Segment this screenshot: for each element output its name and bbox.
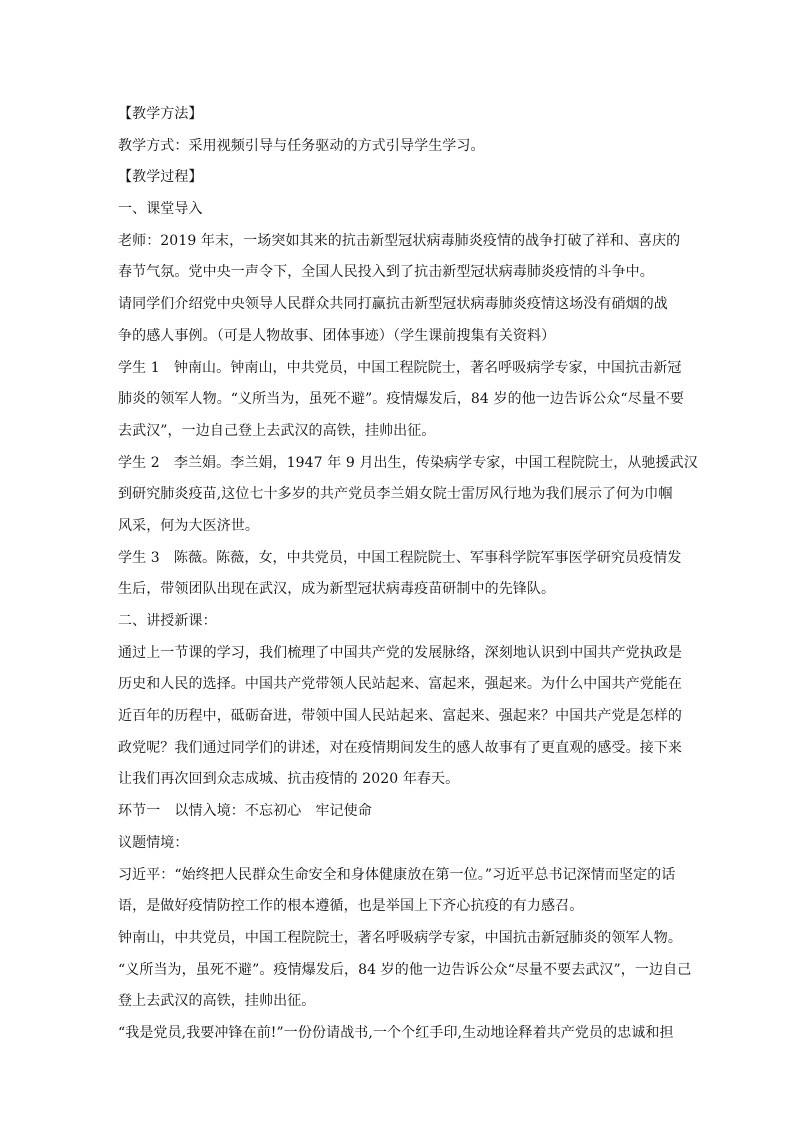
paragraph-line: 肺炎的领军人物。“义所当为，虽死不避”。疫情爆发后，84 岁的他一边告诉公众“尽量不要 [118,391,685,408]
subsection-heading-new-lesson: 二、讲授新课： [118,613,217,629]
paragraph-line: 登上去武汉的高铁，挂帅出征。 [118,993,316,1010]
topic-context-label: 议题情境： [118,834,189,851]
paragraph-line: “义所当为，虽死不避”。疫情爆发后，84 岁的他一边告诉公众“尽量不要去武汉”，一边自己 [118,961,692,978]
paragraph-line: 通过上一节课的学习，我们梳理了中国共产党的发展脉络，深刻地认识到中国共产党执政是 [118,644,682,661]
paragraph-line: 政党呢？我们通过同学们的讲述，对在疫情期间发生的感人故事有了更直观的感受。接下来 [118,739,682,756]
paragraph-line: 老师：2019 年末，一场突如其来的抗击新型冠状病毒肺炎疫情的战争打破了祥和、喜庆的 [118,232,681,249]
paragraph-line: 去武汉”，一边自己登上去武汉的高铁，挂帅出征。 [118,422,436,439]
section-heading-teaching-method: 【教学方法】 [118,106,203,122]
paragraph-line: 到研究肺炎疫苗,这位七十多岁的共产党员李兰娟女院士雷厉风行地为我们展示了何为巾帼 [118,486,673,503]
paragraph-line: 生后，带领团队出现在武汉，成为新型冠状病毒疫苗研制中的先锋队。 [118,581,556,598]
paragraph-line: 风采，何为大医济世。 [118,517,259,534]
paragraph-line: 请同学们介绍党中央领导人民群众共同打赢抗击新型冠状病毒肺炎疫情这场没有硝烟的战 [118,296,668,313]
paragraph-line: “我是党员,我要冲锋在前!”一份份请战书,一个个红手印,生动地诠释着共产党员的忠诚和担 [118,1024,674,1041]
paragraph-line: 学生 1 钟南山。钟南山，中共党员，中国工程院院士，著名呼吸病学专家，中国抗击新冠 [118,359,682,376]
paragraph-line: 语，是做好疫情防控工作的根本遵循，也是举国上下齐心抗疫的有力感召。 [118,898,584,915]
paragraph-line: 近百年的历程中，砥砺奋进，带领中国人民站起来、富起来、强起来？中国共产党是怎样的 [118,708,682,725]
paragraph-line: 钟南山，中共党员，中国工程院院士，著名呼吸病学专家，中国抗击新冠肺炎的领军人物。 [118,929,682,946]
activity-heading: 环节一 以情入境：不忘初心 牢记使命 [118,803,372,820]
document-body [118,102,698,1053]
paragraph-line: 学生 3 陈薇。陈薇，女，中共党员，中国工程院院士、军事科学院军事医学研究员疫情发 [118,549,682,566]
paragraph-line: 学生 2 李兰娟。李兰娟，1947 年 9 月出生，传染病学专家，中国工程院院士，从驰援武汉 [118,454,698,471]
paragraph-line: 习近平：“始终把人民群众生命安全和身体健康放在第一位。”习近平总书记深情而坚定的话 [118,866,676,883]
paragraph-line: 让我们再次回到众志成城、抗击疫情的 2020 年春天。 [118,771,460,788]
subsection-heading-intro: 一、课堂导入 [118,201,203,218]
paragraph-line: 春节气氛。党中央一声令下，全国人民投入到了抗击新型冠状病毒肺炎疫情的斗争中。 [118,264,654,281]
paragraph-line: 历史和人民的选择。中国共产党带领人民站起来、富起来，强起来。为什么中国共产党能在 [118,676,682,693]
paragraph-line: 争的感人事例。（可是人物故事、团体事迹）（学生课前搜集有关资料） [118,327,556,344]
paragraph-line: 教学方式：采用视频引导与任务驱动的方式引导学生学习。 [118,137,485,154]
section-heading-teaching-process: 【教学过程】 [118,169,203,186]
